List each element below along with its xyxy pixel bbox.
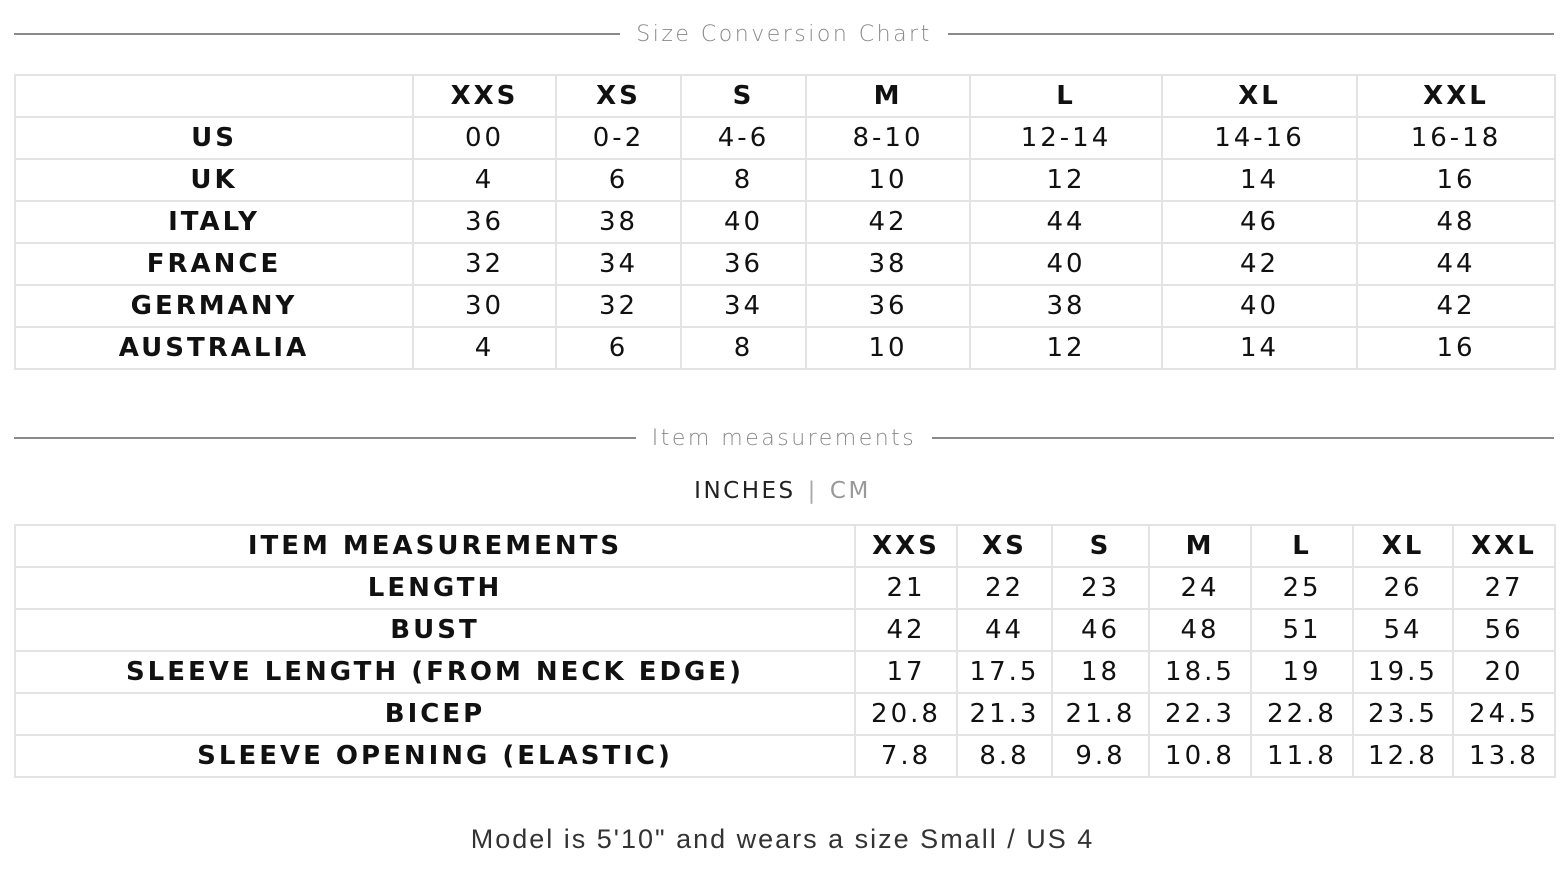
measurements-cell: 22.8 bbox=[1251, 693, 1353, 735]
table-row bbox=[15, 567, 1555, 609]
conversion-cell: 8-10 bbox=[806, 117, 970, 159]
conversion-cell: 12 bbox=[970, 327, 1162, 369]
measurements-cell: 56 bbox=[1453, 609, 1555, 651]
measurements-cell: 46 bbox=[1052, 609, 1149, 651]
table-row bbox=[15, 735, 1555, 777]
table-row bbox=[15, 327, 1555, 369]
conversion-cell: 38 bbox=[806, 243, 970, 285]
measurements-cell: 21.3 bbox=[957, 693, 1052, 735]
size-conversion-heading bbox=[14, 14, 1554, 54]
measurements-size-header: S bbox=[1052, 525, 1149, 567]
measurements-cell: 18 bbox=[1052, 651, 1149, 693]
table-row bbox=[15, 285, 1555, 327]
measurements-cell: 12.8 bbox=[1353, 735, 1453, 777]
item-measurements-title: Item measurements bbox=[651, 425, 917, 451]
item-measurements-table bbox=[14, 524, 1556, 778]
measurements-cell: 9.8 bbox=[1052, 735, 1149, 777]
measurements-cell: 13.8 bbox=[1453, 735, 1555, 777]
measurements-cell: 26 bbox=[1353, 567, 1453, 609]
conversion-cell: 8 bbox=[681, 159, 806, 201]
measurements-row-label: SLEEVE OPENING (ELASTIC) bbox=[15, 735, 855, 777]
conversion-cell: 36 bbox=[681, 243, 806, 285]
conversion-cell: 38 bbox=[970, 285, 1162, 327]
measurements-cell: 23 bbox=[1052, 567, 1149, 609]
conversion-cell: 8 bbox=[681, 327, 806, 369]
conversion-cell: 10 bbox=[806, 159, 970, 201]
conversion-cell: 12 bbox=[970, 159, 1162, 201]
item-measurements-heading bbox=[14, 418, 1554, 458]
conversion-row-label: GERMANY bbox=[15, 285, 413, 327]
conversion-cell: 36 bbox=[413, 201, 556, 243]
unit-separator: | bbox=[807, 478, 818, 504]
conversion-size-header: S bbox=[681, 75, 806, 117]
measurements-cell: 23.5 bbox=[1353, 693, 1453, 735]
measurements-row-label: BICEP bbox=[15, 693, 855, 735]
conversion-cell: 40 bbox=[681, 201, 806, 243]
conversion-size-header: XXL bbox=[1357, 75, 1555, 117]
size-conversion-title: Size Conversion Chart bbox=[636, 21, 932, 47]
table-row bbox=[15, 609, 1555, 651]
conversion-cell: 40 bbox=[1162, 285, 1357, 327]
conversion-cell: 48 bbox=[1357, 201, 1555, 243]
divider bbox=[14, 437, 636, 439]
measurements-cell: 19.5 bbox=[1353, 651, 1453, 693]
measurements-cell: 10.8 bbox=[1149, 735, 1251, 777]
conversion-header-row bbox=[15, 75, 1555, 117]
conversion-cell: 32 bbox=[413, 243, 556, 285]
measurements-cell: 51 bbox=[1251, 609, 1353, 651]
table-row bbox=[15, 651, 1555, 693]
conversion-size-header: XXS bbox=[413, 75, 556, 117]
size-conversion-table bbox=[14, 74, 1556, 370]
conversion-row-label: FRANCE bbox=[15, 243, 413, 285]
measurements-size-header: M bbox=[1149, 525, 1251, 567]
conversion-cell: 4 bbox=[413, 327, 556, 369]
conversion-row-label: US bbox=[15, 117, 413, 159]
divider bbox=[948, 33, 1554, 35]
measurements-cell: 24.5 bbox=[1453, 693, 1555, 735]
conversion-cell: 4-6 bbox=[681, 117, 806, 159]
measurements-header-label: ITEM MEASUREMENTS bbox=[15, 525, 855, 567]
conversion-cell: 38 bbox=[556, 201, 681, 243]
measurements-cell: 20.8 bbox=[855, 693, 957, 735]
conversion-cell: 6 bbox=[556, 159, 681, 201]
measurements-size-header: XL bbox=[1353, 525, 1453, 567]
conversion-cell: 30 bbox=[413, 285, 556, 327]
conversion-row-label: ITALY bbox=[15, 201, 413, 243]
measurements-header-row bbox=[15, 525, 1555, 567]
measurements-size-header: XXL bbox=[1453, 525, 1555, 567]
measurements-cell: 18.5 bbox=[1149, 651, 1251, 693]
conversion-size-header: XS bbox=[556, 75, 681, 117]
measurements-cell: 48 bbox=[1149, 609, 1251, 651]
measurements-cell: 11.8 bbox=[1251, 735, 1353, 777]
conversion-cell: 40 bbox=[970, 243, 1162, 285]
measurements-cell: 17 bbox=[855, 651, 957, 693]
measurements-cell: 54 bbox=[1353, 609, 1453, 651]
conversion-cell: 00 bbox=[413, 117, 556, 159]
conversion-cell: 16 bbox=[1357, 327, 1555, 369]
conversion-cell: 36 bbox=[806, 285, 970, 327]
unit-inches-option[interactable]: INCHES bbox=[694, 478, 796, 504]
measurements-size-header: L bbox=[1251, 525, 1353, 567]
divider bbox=[932, 437, 1554, 439]
measurements-row-label: LENGTH bbox=[15, 567, 855, 609]
measurements-cell: 20 bbox=[1453, 651, 1555, 693]
conversion-cell: 44 bbox=[970, 201, 1162, 243]
unit-toggle bbox=[0, 478, 1565, 504]
conversion-header-label bbox=[15, 75, 413, 117]
measurements-cell: 7.8 bbox=[855, 735, 957, 777]
conversion-size-header: XL bbox=[1162, 75, 1357, 117]
table-row bbox=[15, 693, 1555, 735]
conversion-row-label: AUSTRALIA bbox=[15, 327, 413, 369]
table-row bbox=[15, 117, 1555, 159]
measurements-cell: 22 bbox=[957, 567, 1052, 609]
measurements-row-label: BUST bbox=[15, 609, 855, 651]
measurements-cell: 44 bbox=[957, 609, 1052, 651]
conversion-cell: 0-2 bbox=[556, 117, 681, 159]
conversion-cell: 14-16 bbox=[1162, 117, 1357, 159]
table-row bbox=[15, 201, 1555, 243]
conversion-cell: 42 bbox=[806, 201, 970, 243]
conversion-size-header: M bbox=[806, 75, 970, 117]
measurements-cell: 27 bbox=[1453, 567, 1555, 609]
measurements-size-header: XXS bbox=[855, 525, 957, 567]
conversion-row-label: UK bbox=[15, 159, 413, 201]
conversion-cell: 10 bbox=[806, 327, 970, 369]
measurements-cell: 25 bbox=[1251, 567, 1353, 609]
conversion-cell: 12-14 bbox=[970, 117, 1162, 159]
conversion-cell: 34 bbox=[681, 285, 806, 327]
conversion-cell: 16-18 bbox=[1357, 117, 1555, 159]
conversion-cell: 44 bbox=[1357, 243, 1555, 285]
measurements-cell: 17.5 bbox=[957, 651, 1052, 693]
measurements-cell: 22.3 bbox=[1149, 693, 1251, 735]
table-row bbox=[15, 243, 1555, 285]
conversion-size-header: L bbox=[970, 75, 1162, 117]
measurements-cell: 42 bbox=[855, 609, 957, 651]
unit-cm-option[interactable]: CM bbox=[829, 478, 871, 504]
table-row bbox=[15, 159, 1555, 201]
conversion-cell: 14 bbox=[1162, 159, 1357, 201]
measurements-cell: 8.8 bbox=[957, 735, 1052, 777]
conversion-cell: 42 bbox=[1357, 285, 1555, 327]
conversion-cell: 34 bbox=[556, 243, 681, 285]
conversion-cell: 46 bbox=[1162, 201, 1357, 243]
model-size-note: Model is 5'10" and wears a size Small / US 4 bbox=[470, 824, 1095, 854]
conversion-cell: 6 bbox=[556, 327, 681, 369]
measurements-row-label: SLEEVE LENGTH (FROM NECK EDGE) bbox=[15, 651, 855, 693]
conversion-cell: 42 bbox=[1162, 243, 1357, 285]
conversion-cell: 32 bbox=[556, 285, 681, 327]
conversion-cell: 16 bbox=[1357, 159, 1555, 201]
conversion-cell: 4 bbox=[413, 159, 556, 201]
divider bbox=[14, 33, 620, 35]
measurements-size-header: XS bbox=[957, 525, 1052, 567]
measurements-cell: 21 bbox=[855, 567, 957, 609]
measurements-cell: 21.8 bbox=[1052, 693, 1149, 735]
conversion-cell: 14 bbox=[1162, 327, 1357, 369]
measurements-cell: 24 bbox=[1149, 567, 1251, 609]
measurements-cell: 19 bbox=[1251, 651, 1353, 693]
